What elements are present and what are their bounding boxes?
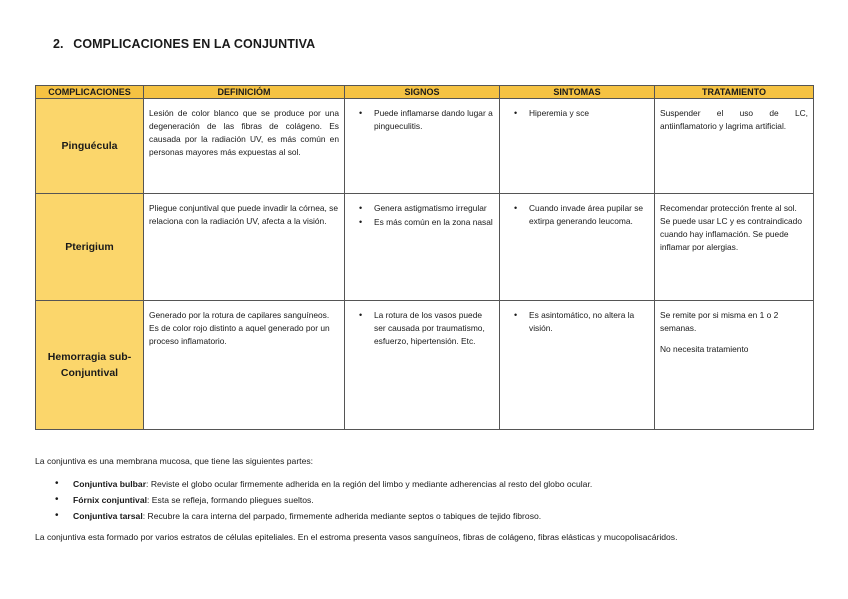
list-item	[35, 476, 592, 492]
signs-cell	[345, 99, 500, 194]
complications-table	[35, 85, 814, 430]
table-row	[36, 301, 814, 430]
part-description: : Reviste el globo ocular firmemente adherida en la región del limbo y mediante adherencias al resto del globo ocular.	[146, 479, 593, 489]
part-description: : Recubre la cara interna del parpado, firmemente adherida mediante septos o tabiques de tejido fibroso.	[142, 511, 542, 521]
table-header-row	[36, 86, 814, 99]
section-number: 2.	[53, 37, 64, 51]
part-term: Fórnix conjuntival	[73, 495, 148, 505]
complication-name: Pterigium	[36, 194, 144, 301]
definition-cell: Lesión de color blanco que se produce por una degeneración de las fibras de colágeno. Es causada por la radiación UV, es más común en personas mayores más expuestas al sol.	[144, 99, 345, 194]
complication-name: Pinguécula	[36, 99, 144, 194]
symptoms-cell	[500, 301, 655, 430]
list-item: • Puede inflamarse dando lugar a pingueculitis.	[350, 107, 494, 133]
complication-name: Hemorragia sub-Conjuntival	[36, 301, 144, 430]
list-item: • Cuando invade área pupilar se extirpa generando leucoma.	[505, 202, 649, 228]
header-sintomas: SINTOMAS	[500, 86, 655, 99]
symptoms-cell	[500, 99, 655, 194]
part-term: Conjuntiva tarsal	[73, 511, 143, 521]
treatment-cell	[655, 301, 814, 430]
definition-cell: Generado por la rotura de capilares sanguíneos. Es de color rojo distinto a aquel generado por un proceso inflamatorio.	[144, 301, 345, 430]
symptoms-cell	[500, 194, 655, 301]
closing-paragraph: La conjuntiva esta formado por varios estratos de células epiteliales. En el estroma presenta vasos sanguíneos, fibras de colágeno, fibras elásticas y mucopolisacáridos.	[35, 532, 678, 542]
part-term: Conjuntiva bulbar	[73, 479, 147, 489]
list-item: • Hiperemia y sce	[505, 107, 649, 120]
header-tratamiento: TRATAMIENTO	[655, 86, 814, 99]
header-complicaciones: COMPLICACIONES	[36, 86, 144, 99]
definition-cell: Pliegue conjuntival que puede invadir la córnea, se relaciona con la radiación UV, afecta a la visión.	[144, 194, 345, 301]
list-item: • Es asintomático, no altera la visión.	[505, 309, 649, 335]
conjunctiva-parts-list	[35, 476, 592, 524]
list-item: • Es más común en la zona nasal	[350, 216, 494, 229]
list-item	[35, 492, 592, 508]
section-title: COMPLICACIONES EN LA CONJUNTIVA	[73, 37, 316, 51]
signs-cell	[345, 301, 500, 430]
treatment-line: No necesita tratamiento	[660, 344, 749, 354]
treatment-cell: Suspender el uso de LC, antiinflamatorio y lagrima artificial.	[655, 99, 814, 194]
list-item: • Genera astigmatismo irregular	[350, 202, 494, 215]
header-definicion: DEFINICIÓM	[144, 86, 345, 99]
table-row	[36, 99, 814, 194]
treatment-line: Se remite por si misma en 1 o 2 semanas.	[660, 310, 779, 333]
header-signos: SIGNOS	[345, 86, 500, 99]
intro-paragraph: La conjuntiva es una membrana mucosa, que tiene las siguientes partes:	[35, 456, 314, 466]
table-row	[36, 194, 814, 301]
list-item: • La rotura de los vasos puede ser causada por traumatismo, esfuerzo, hipertensión. Etc.	[350, 309, 494, 348]
list-item	[35, 508, 592, 524]
signs-cell	[345, 194, 500, 301]
part-description: : Esta se refleja, formando pliegues sueltos.	[147, 495, 314, 505]
section-heading	[53, 37, 315, 51]
treatment-cell: Recomendar protección frente al sol. Se puede usar LC y es contraindicado cuando hay inflamación. Se puede inflamar por alergias.	[655, 194, 814, 301]
